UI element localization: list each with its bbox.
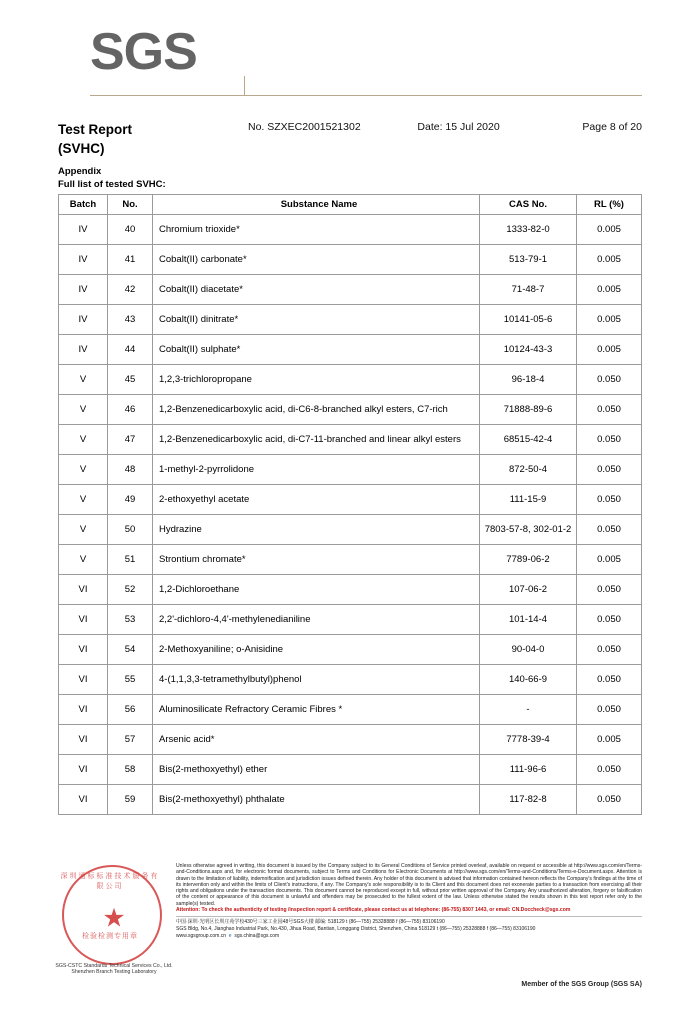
report-title-line1: Test Report (58, 122, 133, 137)
cell-rl: 0.005 (577, 275, 642, 305)
cell-batch: VI (59, 635, 108, 665)
cell-substance-name: 2,2'-dichloro-4,4'-methylenedianiline (153, 605, 480, 635)
cell-cas-no: 111-96-6 (480, 755, 577, 785)
cell-substance-name: Arsenic acid* (153, 725, 480, 755)
cell-batch: VI (59, 725, 108, 755)
cell-cas-no: 68515-42-4 (480, 425, 577, 455)
cell-no: 46 (108, 395, 153, 425)
table-row (59, 635, 642, 665)
page-number: Page 8 of 20 (582, 121, 642, 133)
cell-substance-name: Cobalt(II) diacetate* (153, 275, 480, 305)
address-block (176, 916, 642, 940)
column-header-rl: RL (%) (577, 195, 642, 215)
cell-no: 59 (108, 785, 153, 815)
cell-substance-name: 1-methyl-2-pyrrolidone (153, 455, 480, 485)
cell-no: 45 (108, 365, 153, 395)
contact-links (176, 933, 642, 940)
table-row (59, 305, 642, 335)
cell-no: 52 (108, 575, 153, 605)
cell-substance-name: Cobalt(II) sulphate* (153, 335, 480, 365)
cell-no: 42 (108, 275, 153, 305)
table-row (59, 725, 642, 755)
column-header-substance-name: Substance Name (153, 195, 480, 215)
cell-cas-no: 7778-39-4 (480, 725, 577, 755)
cell-cas-no: 71888-89-6 (480, 395, 577, 425)
cell-rl: 0.005 (577, 215, 642, 245)
cell-batch: V (59, 395, 108, 425)
cell-batch: VI (59, 785, 108, 815)
table-row (59, 395, 642, 425)
cell-no: 55 (108, 665, 153, 695)
cell-no: 56 (108, 695, 153, 725)
cell-batch: V (59, 365, 108, 395)
cell-rl: 0.005 (577, 725, 642, 755)
website-link[interactable]: www.sgsgroup.com.cn (176, 933, 227, 940)
cell-cas-no: 10124-43-3 (480, 335, 577, 365)
table-row (59, 545, 642, 575)
cell-rl: 0.050 (577, 455, 642, 485)
cell-rl: 0.005 (577, 305, 642, 335)
table-header-row (59, 195, 642, 215)
cell-no: 44 (108, 335, 153, 365)
cell-rl: 0.050 (577, 605, 642, 635)
table-row (59, 665, 642, 695)
appendix-label: Appendix (58, 166, 102, 177)
cell-batch: VI (59, 605, 108, 635)
table-row (59, 245, 642, 275)
legal-disclaimer (170, 863, 642, 940)
seal-mid-text: 检验检测专用章 (82, 933, 138, 940)
cell-substance-name: Hydrazine (153, 515, 480, 545)
cell-substance-name: Strontium chromate* (153, 545, 480, 575)
cell-substance-name: Bis(2-methoxyethyl) phthalate (153, 785, 480, 815)
cell-rl: 0.050 (577, 395, 642, 425)
table-row (59, 485, 642, 515)
logo-divider-rule (90, 95, 642, 96)
cell-batch: V (59, 515, 108, 545)
cell-cas-no: 1333-82-0 (480, 215, 577, 245)
cell-substance-name: Bis(2-methoxyethyl) ether (153, 755, 480, 785)
cell-no: 50 (108, 515, 153, 545)
cell-rl: 0.050 (577, 485, 642, 515)
legal-paragraph: Unless otherwise agreed in writing, this document is issued by the Company subject to its General Conditions of Service printed overleaf, available on request or accessible at http://www.sgs.com/en/Terms-and-Conditions.aspx and, for electronic format documents, subject to Terms and Conditions for Electronic Documents at http://www.sgs.com/en/Terms-and-Conditions/Terms-e-Document.aspx. Attention is drawn to the limitation of liability, indemnification and jurisdiction issues defined therein. Any holder of this document is advised that information contained hereon reflects the Company's findings at the time of its intervention only and within the limits of Client's instructions, if any. The Company's sole responsibility is to its Client and this document does not exonerate parties to a transaction from exercising all their rights and obligations under the transaction documents. This document cannot be reproduced except in full, without prior written approval of the Company. Any unauthorized alteration, forgery or falsification of the content or appearance of this document is unlawful and offenders may be prosecuted to the fullest extent of the law. Unless otherwise stated the results shown in this test report refer only to the sample(s) tested. (176, 863, 642, 907)
cell-substance-name: Chromium trioxide* (153, 215, 480, 245)
cell-batch: V (59, 425, 108, 455)
cell-cas-no: - (480, 695, 577, 725)
cell-cas-no: 90-04-0 (480, 635, 577, 665)
cell-cas-no: 107-06-2 (480, 575, 577, 605)
table-row (59, 695, 642, 725)
contact-separator: e (227, 933, 235, 940)
cell-rl: 0.050 (577, 665, 642, 695)
table-row (59, 425, 642, 455)
cell-substance-name: Cobalt(II) carbonate* (153, 245, 480, 275)
cell-rl: 0.050 (577, 425, 642, 455)
report-date: Date: 15 Jul 2020 (417, 121, 500, 133)
cell-no: 47 (108, 425, 153, 455)
cell-batch: IV (59, 335, 108, 365)
cell-substance-name: 2-ethoxyethyl acetate (153, 485, 480, 515)
cell-rl: 0.005 (577, 245, 642, 275)
cell-no: 40 (108, 215, 153, 245)
cell-cas-no: 872-50-4 (480, 455, 577, 485)
table-row (59, 515, 642, 545)
report-number: No. SZXEC2001521302 (248, 121, 361, 133)
cell-substance-name: 4-(1,1,3,3-tetramethylbutyl)phenol (153, 665, 480, 695)
table-head (59, 195, 642, 215)
cell-rl: 0.005 (577, 545, 642, 575)
table-body (59, 215, 642, 815)
table-row (59, 275, 642, 305)
cell-batch: IV (59, 245, 108, 275)
table-row (59, 755, 642, 785)
sgs-logo-header (58, 24, 642, 102)
address-en: SGS Bldg, No.4, Jianghao Industrial Park, No.430, Jihua Road, Bantian, Longgang District, Shenzhen, China 518129 t (86—755) 25328888 f (86—755) 83106190 (176, 926, 536, 933)
cell-substance-name: Cobalt(II) dinitrate* (153, 305, 480, 335)
table-row (59, 605, 642, 635)
report-header-row (58, 120, 642, 162)
table-row (59, 785, 642, 815)
seal-top-text: 深圳通标标准技术服务有限公司 (60, 873, 160, 890)
appendix-subtitle: Full list of tested SVHC: (58, 179, 166, 190)
cell-cas-no: 513-79-1 (480, 245, 577, 275)
page-footer (55, 863, 642, 988)
cell-rl: 0.050 (577, 755, 642, 785)
cell-no: 43 (108, 305, 153, 335)
table-row (59, 335, 642, 365)
cell-cas-no: 7803-57-8, 302-01-2 (480, 515, 577, 545)
cell-batch: VI (59, 665, 108, 695)
star-icon: ★ (102, 902, 126, 933)
cell-batch: VI (59, 755, 108, 785)
cell-no: 49 (108, 485, 153, 515)
cell-rl: 0.050 (577, 635, 642, 665)
cell-rl: 0.050 (577, 695, 642, 725)
footer-top (55, 863, 642, 976)
cell-batch: IV (59, 215, 108, 245)
cell-rl: 0.050 (577, 785, 642, 815)
cell-no: 48 (108, 455, 153, 485)
svhc-table (58, 194, 642, 815)
cell-batch: IV (59, 305, 108, 335)
cell-rl: 0.005 (577, 335, 642, 365)
cell-no: 41 (108, 245, 153, 275)
cell-batch: V (59, 455, 108, 485)
cell-cas-no: 111-15-9 (480, 485, 577, 515)
column-header-batch: Batch (59, 195, 108, 215)
cell-no: 53 (108, 605, 153, 635)
cell-rl: 0.050 (577, 365, 642, 395)
seal-caption: SGS-CSTC Standards Technical Services Co., Ltd. Shenzhen Branch Testing Laboratory (55, 963, 173, 976)
cell-batch: VI (59, 575, 108, 605)
cell-cas-no: 96-18-4 (480, 365, 577, 395)
attention-line: Attention: To check the authenticity of testing /inspection report & certificate, please contact us at telephone: (86-755) 8307 1443, or email: CN.Doccheck@sgs.com (176, 907, 571, 914)
cell-substance-name: 1,2-Benzenedicarboxylic acid, di-C6-8-branched alkyl esters, C7-rich (153, 395, 480, 425)
table-row (59, 215, 642, 245)
cell-rl: 0.050 (577, 575, 642, 605)
cell-no: 51 (108, 545, 153, 575)
cell-batch: VI (59, 695, 108, 725)
email-link[interactable]: sgs.china@sgs.com (234, 933, 280, 940)
cell-substance-name: 1,2,3-trichloropropane (153, 365, 480, 395)
sgs-logo-text: SGS (90, 23, 197, 81)
cell-no: 54 (108, 635, 153, 665)
cell-cas-no: 101-14-4 (480, 605, 577, 635)
cell-cas-no: 7789-06-2 (480, 545, 577, 575)
column-header-no: No. (108, 195, 153, 215)
cell-batch: V (59, 545, 108, 575)
document-page (0, 24, 700, 1014)
member-line: Member of the SGS Group (SGS SA) (521, 981, 642, 988)
table-row (59, 575, 642, 605)
address-cn: 中国·深圳·光明区长圳庄苑学校430号三家工业园48号SGS大楼 邮编: 518129 t (86—755) 25328888 f (86—755) 83106190 (176, 919, 445, 926)
report-meta (248, 121, 642, 133)
cell-substance-name: 1,2-Dichloroethane (153, 575, 480, 605)
cell-no: 57 (108, 725, 153, 755)
cell-cas-no: 117-82-8 (480, 785, 577, 815)
table-row (59, 455, 642, 485)
cell-substance-name: Aluminosilicate Refractory Ceramic Fibres * (153, 695, 480, 725)
cell-cas-no: 10141-05-6 (480, 305, 577, 335)
report-title-line2: (SVHC) (58, 141, 105, 156)
cell-rl: 0.050 (577, 515, 642, 545)
cell-batch: IV (59, 275, 108, 305)
cell-substance-name: 1,2-Benzenedicarboxylic acid, di-C7-11-branched and linear alkyl esters (153, 425, 480, 455)
column-header-cas-no: CAS No. (480, 195, 577, 215)
cell-batch: V (59, 485, 108, 515)
cell-cas-no: 140-66-9 (480, 665, 577, 695)
logo-divider-tick (244, 76, 245, 96)
cell-cas-no: 71-48-7 (480, 275, 577, 305)
cell-substance-name: 2-Methoxyaniline; o-Anisidine (153, 635, 480, 665)
company-seal-stamp (55, 865, 173, 976)
table-row (59, 365, 642, 395)
cell-no: 58 (108, 755, 153, 785)
